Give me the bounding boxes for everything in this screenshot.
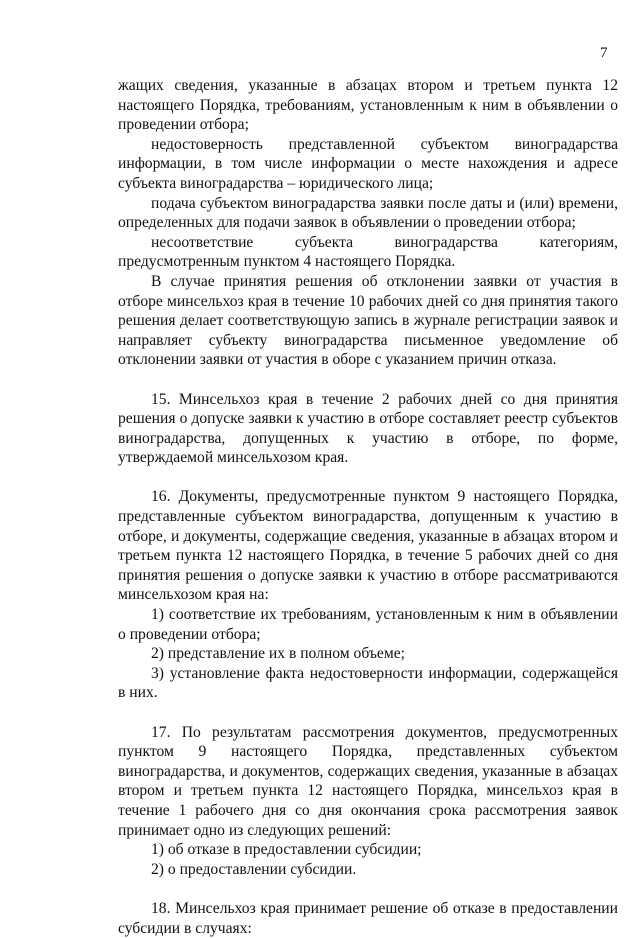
paragraph: жащих сведения, указанные в абзацах втором и третьем пункта 12 настоящего Порядка, требованиям, установленным к ним в объявлении о проведении отбора; <box>118 77 618 134</box>
paragraph: 2) о предоставлении субсидии. <box>151 860 357 878</box>
document-body <box>118 76 618 938</box>
paragraph: 1) об отказе в предоставлении субсидии; <box>151 841 422 859</box>
paragraph: недостоверность представленной субъектом виноградарства информации, в том числе информации о месте нахождения и адресе субъекта виноградарства – юридического лица; <box>118 135 618 192</box>
paragraph: 3) установление факта недостоверности информации, содержащейся в них. <box>118 664 618 702</box>
paragraph: 2) представление их в полном объеме; <box>151 645 405 663</box>
paragraph: 15. Минсельхоз края в течение 2 рабочих дней со дня принятия решения о допуске заявки к участию в отборе составляет реестр субъектов виноградарства, допущенных к участию в отборе, по форме, утверждаемой минсельхозом края. <box>118 390 618 467</box>
paragraph: 18. Минсельхоз края принимает решение об отказе в предоставлении субсидии в случаях: <box>118 899 618 937</box>
page-number: 7 <box>600 45 608 61</box>
paragraph: 16. Документы, предусмотренные пунктом 9 настоящего Порядка, представленные субъектом виноградарства, допущенным к участию в отборе, и документы, содержащие сведения, указанные в абзацах втором и третьем пункта 12 настоящего Порядка, в течение 5 рабочих дней со дня принятия решения о допуске заявки к участию в отборе рассматриваются минсельхозом края на: <box>118 488 618 604</box>
paragraph: подача субъектом виноградарства заявки после даты и (или) времени, определенных для подачи заявок в объявлении о проведении отбора; <box>118 194 618 232</box>
paragraph: 1) соответствие их требованиям, установленным к ним в объявлении о проведении отбора; <box>118 606 618 643</box>
paragraph: 17. По результатам рассмотрения документов, предусмотренных пунктом 9 настоящего Порядка, представленных субъектом виноградарства, и документов, содержащих сведения, указанные в абзацах втором и третьем пункта 12 настоящего Порядка, минсельхоз края в течение 1 рабочего дня со дня окончания срока рассмотрения заявок принимает одно из следующих решений: <box>118 723 618 839</box>
paragraph: В случае принятия решения об отклонении заявки от участия в отборе минсельхоз края в течение 10 рабочих дней со дня принятия такого решения делает соответствующую запись в журнале регистрации заявок и направляет субъекту виноградарства письменное уведомление об отклонении заявки от участия в оборе с указанием причин отказа. <box>118 272 618 369</box>
paragraph: несоответствие субъекта виноградарства категориям, предусмотренным пунктом 4 настоящего Порядка. <box>118 233 618 271</box>
